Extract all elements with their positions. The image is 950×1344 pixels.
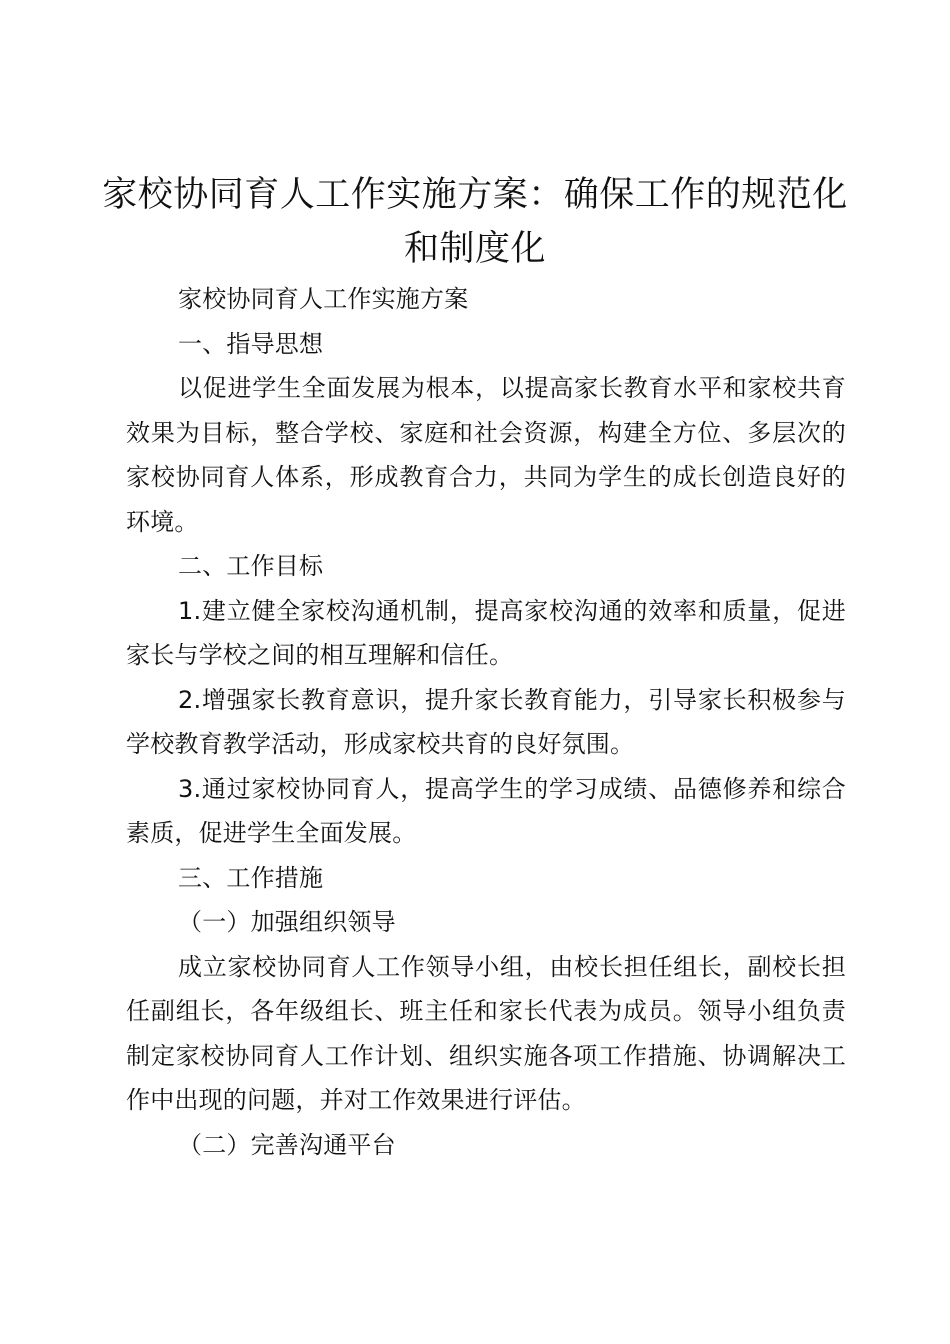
heading-guiding-ideology: 一、指导思想 [178,329,324,358]
paragraph-goal-2: 2.增强家长教育意识，提升家长教育能力，引导家长积极参与学校教育教学活动，形成家校共育的良好氛围。 [126,685,846,758]
heading-work-goals: 二、工作目标 [178,552,324,580]
paragraph-goal-1: 1.建立健全家校沟通机制，提高家校沟通的效率和质量，促进家长与学校之间的相互理解和信任。 [126,596,846,669]
document-title: 家校协同育人工作实施方案：确保工作的规范化和制度化 [102,175,848,269]
paragraph-guiding-ideology: 以促进学生全面发展为根本，以提高家长教育水平和家校共育效果为目标，整合学校、家庭和社会资源，构建全方位、多层次的家校协同育人体系，形成教育合力，共同为学生的成长创造良好的环境。 [126,374,846,536]
paragraph-goal-3: 3.通过家校协同育人，提高学生的学习成绩、品德修养和综合素质，促进学生全面发展。 [126,774,846,847]
document-body [126,277,846,1167]
paragraph-subtitle: 家校协同育人工作实施方案 [178,285,469,313]
paragraph-leadership: 成立家校协同育人工作领导小组，由校长担任组长，副校长担任副组长，各年级组长、班主任和家长代表为成员。领导小组负责制定家校协同育人工作计划、组织实施各项工作措施、协调解决工作中出现的问题，并对工作效果进行评估。 [126,952,846,1114]
subheading-communication-platform: （二）完善沟通平台 [178,1130,396,1159]
subheading-leadership: （一）加强组织领导 [178,908,396,936]
heading-work-measures: 三、工作措施 [178,863,324,892]
